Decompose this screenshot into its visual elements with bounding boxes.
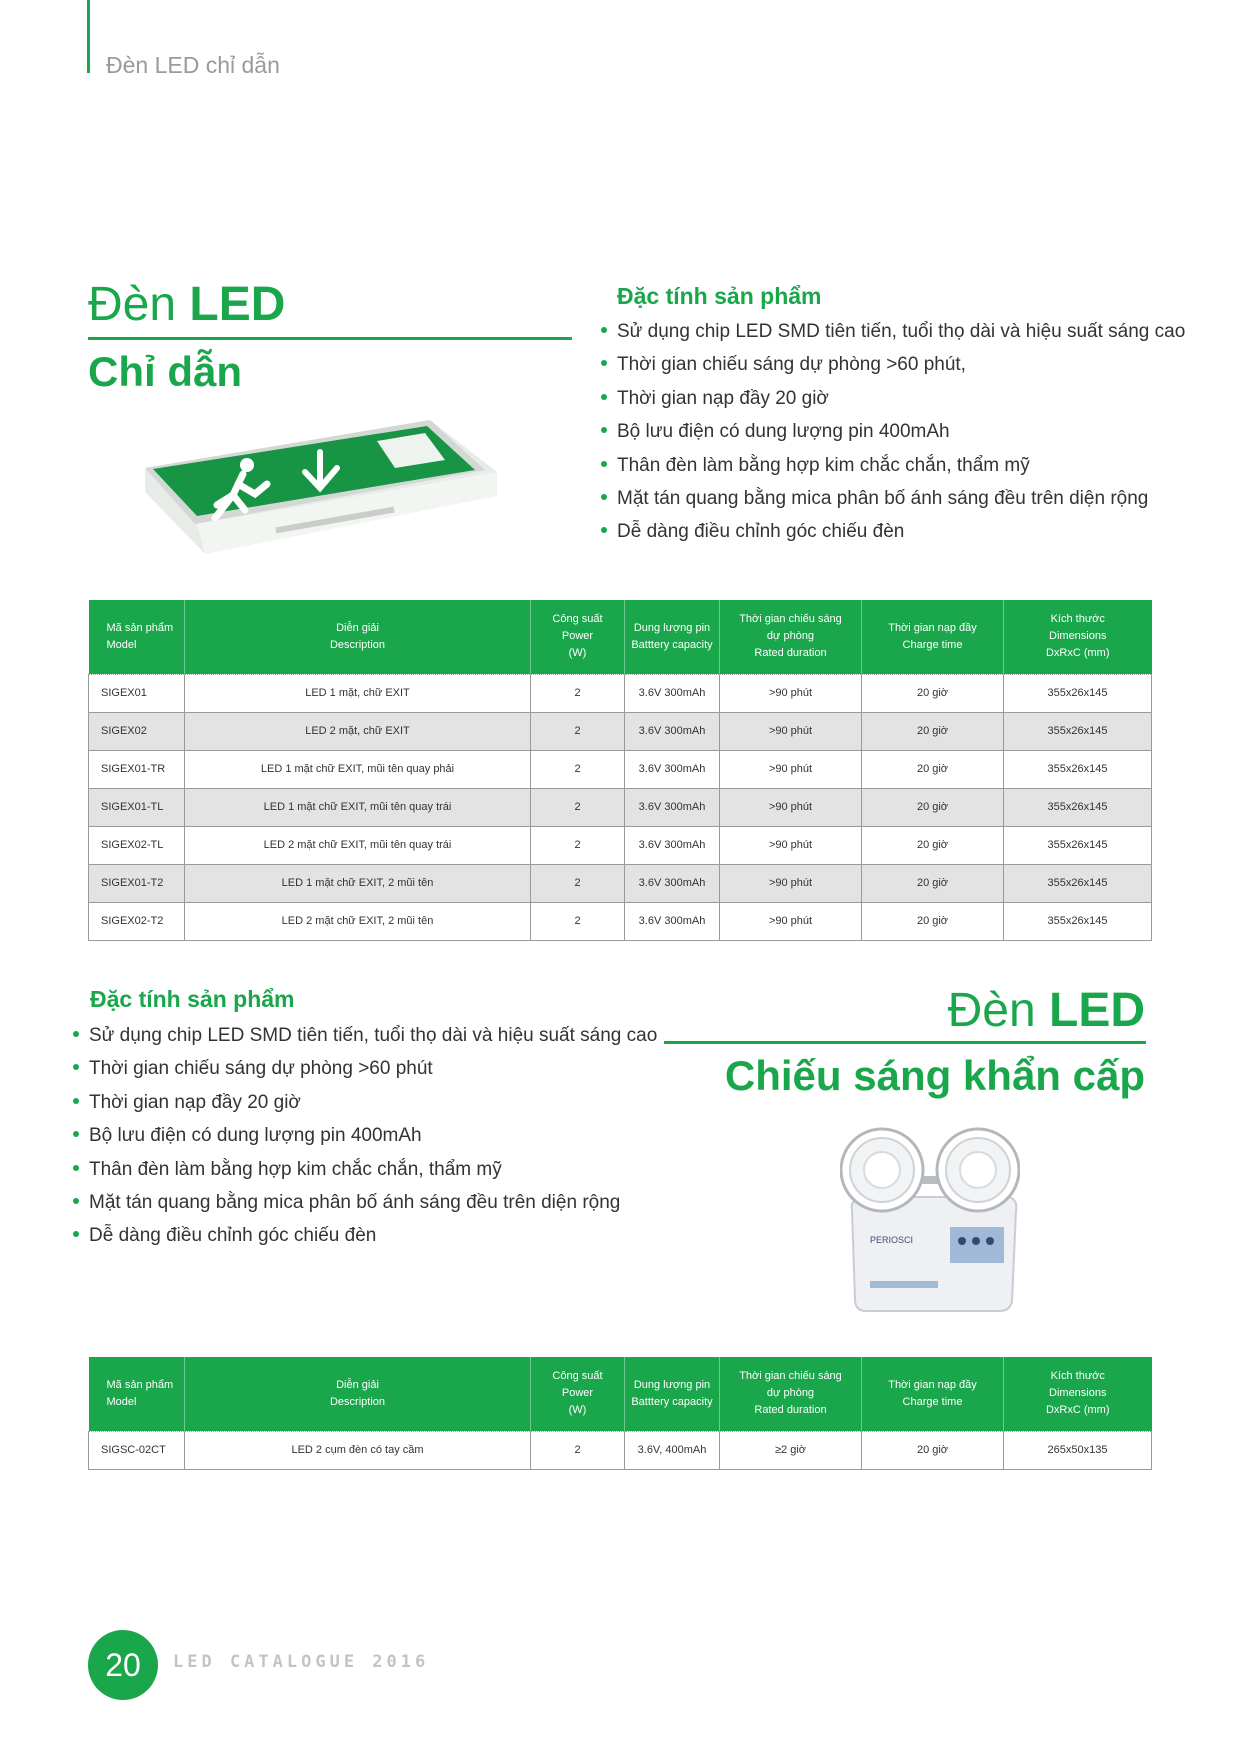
cell-description: LED 2 mặt chữ EXIT, 2 mũi tên [185, 902, 531, 940]
cell-model: SIGEX02 [89, 712, 185, 750]
col-header-dimensions: Kích thước Dimensions DxRxC (mm) [1004, 1357, 1152, 1431]
cell-description: LED 1 mặt chữ EXIT, mũi tên quay phải [185, 750, 531, 788]
feature-item: Dễ dàng điều chỉnh góc chiếu đèn [73, 1219, 657, 1252]
cell-power: 2 [531, 902, 625, 940]
section1-subtitle: Chỉ dẫn [88, 348, 242, 395]
table-header-row [89, 600, 1152, 674]
section2-title-light: Đèn [947, 984, 1036, 1037]
section2-title-bold: LED [1049, 984, 1145, 1037]
section2-title-rule [664, 1041, 1146, 1044]
cell-dimensions: 265x50x135 [1004, 1431, 1152, 1469]
cell-duration: >90 phút [720, 712, 862, 750]
cell-battery: 3.6V 300mAh [625, 750, 720, 788]
col-header-charge: Thời gian nạp đầy Charge time [862, 600, 1004, 674]
feature-item: Sử dụng chip LED SMD tiên tiến, tuổi thọ dài và hiệu suất sáng cao [73, 1019, 657, 1052]
col-header-charge: Thời gian nạp đầy Charge time [862, 1357, 1004, 1431]
table-row [89, 674, 1152, 712]
cell-description: LED 1 mặt chữ EXIT, mũi tên quay trái [185, 788, 531, 826]
cell-description: LED 1 mặt chữ EXIT, 2 mũi tên [185, 864, 531, 902]
page-number: 20 [88, 1630, 158, 1700]
cell-dimensions: 355x26x145 [1004, 750, 1152, 788]
cell-power: 2 [531, 674, 625, 712]
feature-item: Dễ dàng điều chỉnh góc chiếu đèn [601, 515, 1185, 548]
cell-dimensions: 355x26x145 [1004, 788, 1152, 826]
table-header-row [89, 1357, 1152, 1431]
cell-charge: 20 giờ [862, 1431, 1004, 1469]
col-header-battery: Dung lượng pin Batttery capacity [625, 600, 720, 674]
cell-battery: 3.6V, 400mAh [625, 1431, 720, 1469]
cell-model: SIGEX01 [89, 674, 185, 712]
header-accent-bar [87, 0, 90, 73]
cell-duration: ≥2 giờ [720, 1431, 862, 1469]
section1-title-rule [88, 337, 572, 340]
cell-duration: >90 phút [720, 902, 862, 940]
cell-charge: 20 giờ [862, 712, 1004, 750]
cell-power: 2 [531, 750, 625, 788]
section1-features-title: Đặc tính sản phẩm [617, 283, 822, 309]
cell-model: SIGEX01-T2 [89, 864, 185, 902]
feature-item: Bộ lưu điện có dung lượng pin 400mAh [73, 1119, 657, 1152]
feature-item: Thân đèn làm bằng hợp kim chắc chắn, thẩm mỹ [601, 449, 1185, 482]
table-row [89, 750, 1152, 788]
table-row [89, 864, 1152, 902]
cell-battery: 3.6V 300mAh [625, 864, 720, 902]
table-row [89, 1431, 1152, 1469]
feature-item: Sử dụng chip LED SMD tiên tiến, tuổi thọ dài và hiệu suất sáng cao [601, 315, 1185, 348]
cell-battery: 3.6V 300mAh [625, 902, 720, 940]
col-header-description: Diễn giải Description [185, 1357, 531, 1431]
cell-power: 2 [531, 1431, 625, 1469]
col-header-battery: Dung lượng pin Batttery capacity [625, 1357, 720, 1431]
section1-title-bold: LED [189, 278, 286, 331]
feature-item: Thời gian chiếu sáng dự phòng >60 phút, [601, 348, 1185, 381]
cell-battery: 3.6V 300mAh [625, 712, 720, 750]
cell-power: 2 [531, 788, 625, 826]
emergency-light-brand: PERIOSCI [870, 1235, 914, 1245]
cell-dimensions: 355x26x145 [1004, 674, 1152, 712]
cell-charge: 20 giờ [862, 902, 1004, 940]
cell-duration: >90 phút [720, 864, 862, 902]
cell-dimensions: 355x26x145 [1004, 864, 1152, 902]
header-title: Đèn LED chỉ dẫn [106, 52, 280, 78]
col-header-duration: Thời gian chiếu sáng dự phòng Rated duration [720, 1357, 862, 1431]
section1-features-list [601, 315, 1185, 549]
col-header-power: Công suất Power (W) [531, 600, 625, 674]
cell-model: SIGEX02-TL [89, 826, 185, 864]
col-header-model: Mã sản phẩm Model [89, 1357, 185, 1431]
col-header-power: Công suất Power (W) [531, 1357, 625, 1431]
cell-model: SIGSC-02CT [89, 1431, 185, 1469]
cell-dimensions: 355x26x145 [1004, 826, 1152, 864]
cell-duration: >90 phút [720, 750, 862, 788]
cell-charge: 20 giờ [862, 826, 1004, 864]
cell-power: 2 [531, 712, 625, 750]
section1-title-light: Đèn [88, 278, 177, 331]
cell-duration: >90 phút [720, 826, 862, 864]
col-header-dimensions: Kích thước Dimensions DxRxC (mm) [1004, 600, 1152, 674]
cell-power: 2 [531, 826, 625, 864]
table-row [89, 712, 1152, 750]
feature-item: Mặt tán quang bằng mica phân bố ánh sáng đều trên diện rộng [73, 1186, 657, 1219]
cell-power: 2 [531, 864, 625, 902]
section2-title [948, 984, 1145, 1038]
cell-charge: 20 giờ [862, 750, 1004, 788]
col-header-model: Mã sản phẩm Model [89, 600, 185, 674]
section1-spec-table [88, 600, 1152, 941]
cell-duration: >90 phút [720, 674, 862, 712]
cell-dimensions: 355x26x145 [1004, 902, 1152, 940]
col-header-description: Diễn giải Description [185, 600, 531, 674]
footer-catalogue-label: LED CATALOGUE 2016 [173, 1652, 430, 1672]
cell-battery: 3.6V 300mAh [625, 826, 720, 864]
cell-battery: 3.6V 300mAh [625, 674, 720, 712]
cell-description: LED 2 cụm đèn có tay cầm [185, 1431, 531, 1469]
cell-model: SIGEX01-TR [89, 750, 185, 788]
cell-battery: 3.6V 300mAh [625, 788, 720, 826]
section2-features-list [73, 1019, 657, 1253]
cell-duration: >90 phút [720, 788, 862, 826]
section1-title [88, 278, 285, 332]
table-row [89, 826, 1152, 864]
section2-spec-table [88, 1357, 1152, 1470]
emergency-light-image [840, 1125, 1020, 1320]
feature-item: Thời gian nạp đầy 20 giờ [601, 382, 1185, 415]
feature-item: Thân đèn làm bằng hợp kim chắc chắn, thẩm mỹ [73, 1153, 657, 1186]
cell-description: LED 2 mặt chữ EXIT, mũi tên quay trái [185, 826, 531, 864]
cell-charge: 20 giờ [862, 864, 1004, 902]
feature-item: Thời gian chiếu sáng dự phòng >60 phút [73, 1052, 657, 1085]
cell-model: SIGEX02-T2 [89, 902, 185, 940]
exit-sign-image [145, 420, 505, 565]
feature-item: Bộ lưu điện có dung lượng pin 400mAh [601, 415, 1185, 448]
cell-dimensions: 355x26x145 [1004, 712, 1152, 750]
section2-features-title: Đặc tính sản phẩm [90, 986, 295, 1012]
cell-charge: 20 giờ [862, 788, 1004, 826]
col-header-duration: Thời gian chiếu sáng dự phòng Rated duration [720, 600, 862, 674]
cell-charge: 20 giờ [862, 674, 1004, 712]
section2-subtitle: Chiếu sáng khẩn cấp [724, 1052, 1145, 1099]
table-row [89, 788, 1152, 826]
cell-model: SIGEX01-TL [89, 788, 185, 826]
table-row [89, 902, 1152, 940]
feature-item: Mặt tán quang bằng mica phân bố ánh sáng đều trên diện rộng [601, 482, 1185, 515]
cell-description: LED 1 mặt, chữ EXIT [185, 674, 531, 712]
cell-description: LED 2 mặt, chữ EXIT [185, 712, 531, 750]
feature-item: Thời gian nạp đầy 20 giờ [73, 1086, 657, 1119]
